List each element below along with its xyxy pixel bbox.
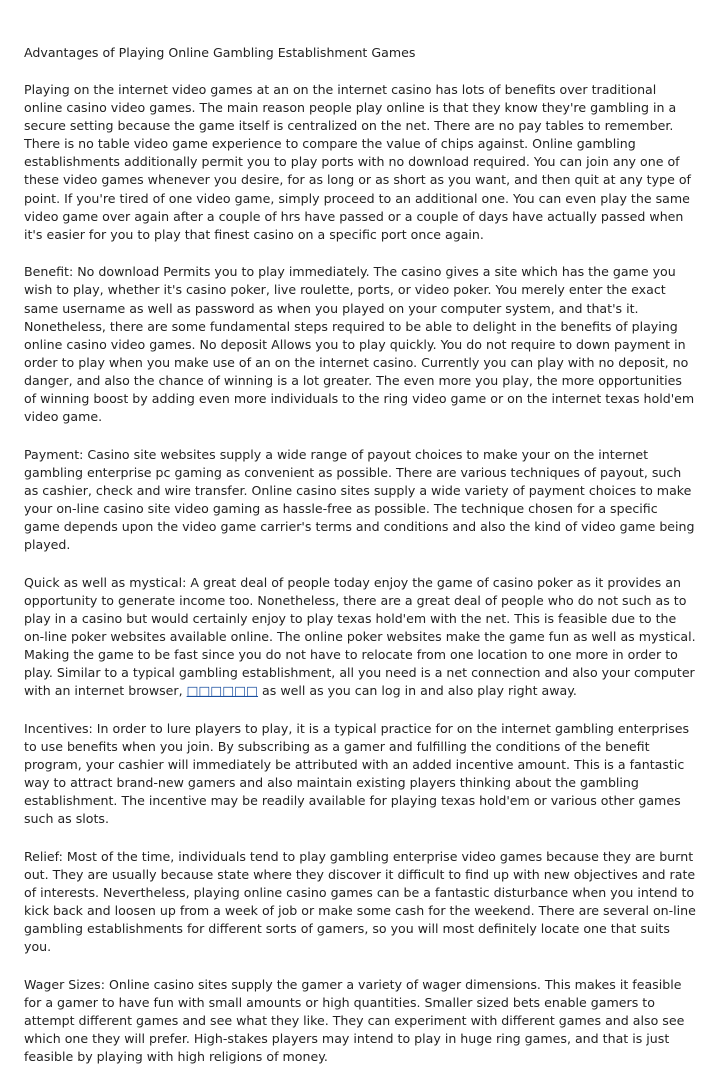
document-title: Advantages of Playing Online Gambling Establishment Games	[24, 45, 416, 60]
paragraph-relief: Relief: Most of the time, individuals tend to play gambling enterprise video games because they are burnt out. They are usually because state where they discover it difficult to find up with new objectives and rate of interests. Nevertheless, playing online casino games can be a fantastic disturbance when you intend to kick back and loosen up from a week of job or make some cash for the weekend. There are several on-line gambling establishments for different sorts of gamers, so you will most definitely locate one that suits you.	[24, 848, 696, 955]
document-page	[24, 44, 696, 1086]
paragraph-benefit: Benefit: No download Permits you to play immediately. The casino gives a site which has the game you wish to play, whether it's casino poker, live roulette, ports, or video poker. You merely enter the exact same username as well as password as when you played on your computer system, and that's it. Nonetheless, there are some fundamental steps required to be able to delight in the benefits of playing online casino video games. No deposit Allows you to play quickly. You do not require to down payment in order to play when you make use of an on the internet casino. Currently you can play with no deposit, no danger, and also the chance of winning is a lot greater. The even more you play, the more opportunities of winning boost by adding even more individuals to the ring video game or on the internet texas hold'em video game.	[24, 264, 695, 425]
paragraph-incentives: Incentives: In order to lure players to play, it is a typical practice for on the internet gambling enterprises to use benefits when you join. By subscribing as a gamer and fulfilling the conditions of the benefit program, your cashier will immediately be attributed with an added incentive amount. This is a fantastic way to attract brand-new gamers and also maintain existing players thinking about the gambling establishment. The incentive may be readily available for playing texas hold'em or various other games such as slots.	[24, 720, 690, 827]
paragraph-payment: Payment: Casino site websites supply a wide range of payout choices to make your on the internet gambling enterprise pc gaming as convenient as possible. There are various techniques of payout, such as cashier, check and wire transfer. Online casino sites supply a wide variety of payment choices to make your on-line casino site video gaming as hassle-free as possible. The technique chosen for a specific game depends upon the video game carrier's terms and conditions and also the kind of video game being played.	[24, 446, 695, 553]
paragraph-wager-sizes: Wager Sizes: Online casino sites supply the gamer a variety of wager dimensions. This makes it feasible for a gamer to have fun with small amounts or high quantities. Smaller sized bets enable gamers to attempt different games and see what they like. They can experiment with different games and also see which one they will prefer. High-stakes players may intend to play in huge ring games, and that is just feasible by playing with high religions of money.	[24, 977, 685, 1065]
paragraph-quick-mystical-tail: as well as you can log in and also play right away.	[258, 683, 577, 699]
paragraph-quick-mystical-text: Quick as well as mystical: A great deal of people today enjoy the game of casino poker as it provides an opportunity to generate income too. Nonetheless, there are a great deal of people who do not such as to play in a casino but would certainly enjoy to play texas hold'em with the net. This is feasible due to the on-line poker websites available online. The online poker websites make the game fun as well as mystical. Making the game to be fast since you do not have to relocate from one location to one more in order to play. Similar to a typical gambling establishment, all you need is a net connection and also your computer with an internet browser,	[24, 574, 696, 699]
paragraph-quick-mystical	[24, 574, 696, 701]
paragraph-intro: Playing on the internet video games at an on the internet casino has lots of benefits over traditional online casino video games. The main reason people play online is that they know they're gambling in a secure setting because the game itself is centralized on the net. There are no pay tables to remember. There is no table video game experience to compare the value of chips against. Online gambling establishments additionally permit you to play ports with no download required. You can join any one of these video games whenever you desire, for as long or as short as you want, and then quit at any type of point. If you're tired of one video game, simply proceed to an additional one. You can even play the same video game over again after a couple of hrs have passed or a couple of days have actually passed when it's easier for you to play that finest casino on a specific port once again.	[24, 82, 691, 242]
inline-link[interactable]: □□□□□□	[186, 683, 259, 699]
